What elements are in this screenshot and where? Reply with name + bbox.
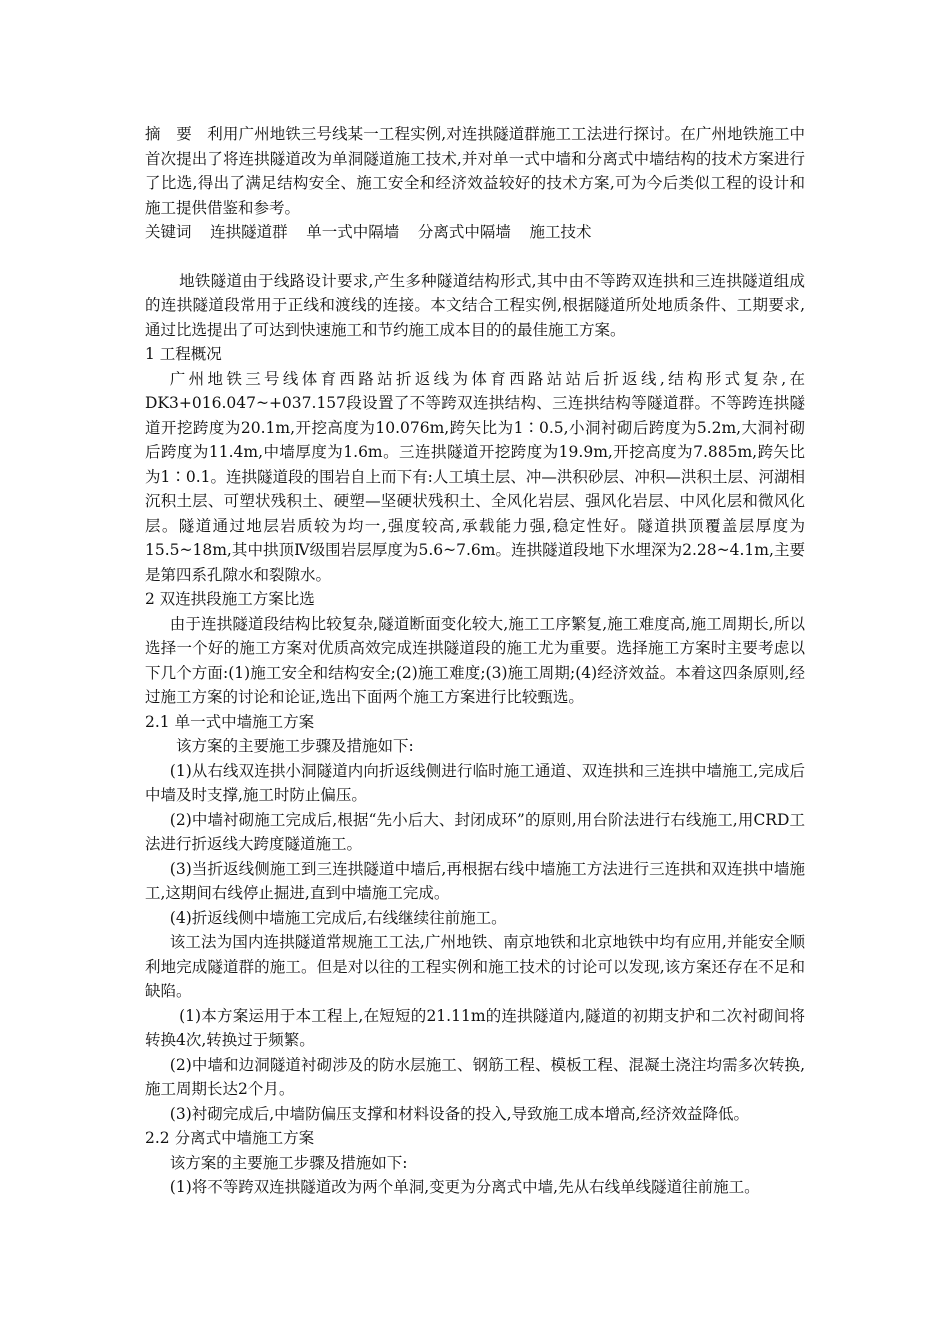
- paragraph: 该工法为国内连拱隧道常规施工工法,广州地铁、南京地铁和北京地铁中均有应用,并能安全顺利地完成隧道群的施工。但是对以往的工程实例和施工技术的讨论可以发现,该方案还存在不足和缺陷。: [145, 933, 805, 1000]
- paragraph: 广州地铁三号线体育西路站折返线为体育西路站站后折返线,结构形式复杂,在DK3+016.047~+037.157段设置了不等跨双连拱结构、三连拱结构等隧道群。不等跨连拱隧道开挖跨度为20.1m,开挖高度为10.076m,跨矢比为1∶0.5,小洞衬砌后跨度为5.2m,大洞衬砌后跨度为11.4m,中墙厚度为1.6m。三连拱隧道开挖跨度为19.9m,开挖高度为7.885m,跨矢比为1∶0.1。连拱隧道段的围岩自上而下有:人工填土层、冲—洪积砂层、冲积—洪积土层、河湖相沉积土层、可塑状残积土、硬塑—坚硬状残积土、全风化岩层、强风化岩层、中风化层和微风化层。隧道通过地层岩质较为均一,强度较高,承载能力强,稳定性好。隧道拱顶覆盖层厚度为15.5~18m,其中拱顶Ⅳ级围岩层厚度为5.6~7.6m。连拱隧道段地下水埋深为2.28~4.1m,主要是第四系孔隙水和裂隙水。: [145, 369, 805, 584]
- section-heading: 2.2 分离式中墙施工方案: [145, 1129, 315, 1147]
- paragraph: 该方案的主要施工步骤及措施如下:: [169, 1153, 408, 1172]
- keywords: [145, 220, 805, 245]
- paragraph: (1)本方案运用于本工程上,在短短的21.11m的连拱隧道内,隧道的初期支护和二次衬砌间将转换4次,转换过于频繁。: [145, 1006, 805, 1049]
- paragraph: 由于连拱隧道段结构比较复杂,隧道断面变化较大,施工工序繁复,施工难度高,施工周期长,所以选择一个好的施工方案对优质高效完成连拱隧道段的施工尤为重要。选择施工方案时主要考虑以下几个方面:(1)施工安全和结构安全;(2)施工难度;(3)施工周期;(4)经济效益。本着这四条原则,经过施工方案的讨论和论证,选出下面两个施工方案进行比较甄选。: [145, 614, 805, 706]
- paragraph: (2)中墙衬砌施工完成后,根据“先小后大、封闭成环”的原则,用台阶法进行右线施工,用CRD工法进行折返线大跨度隧道施工。: [145, 810, 805, 853]
- document-body: [145, 122, 805, 1200]
- paragraph: (2)中墙和边洞隧道衬砌涉及的防水层施工、钢筋工程、模板工程、混凝土浇注均需多次转换,施工周期长达2个月。: [145, 1055, 805, 1098]
- abstract-label: 摘 要: [145, 125, 192, 143]
- paragraph: (3)当折返线侧施工到三连拱隧道中墙后,再根据右线中墙施工方法进行三连拱和双连拱中墙施工,这期间右线停止掘进,直到中墙施工完成。: [145, 859, 805, 902]
- section-heading: 1 工程概况: [145, 345, 222, 363]
- keyword: 单一式中隔墙: [306, 223, 400, 241]
- abstract: [145, 122, 805, 220]
- paragraph: 该方案的主要施工步骤及措施如下:: [176, 737, 414, 755]
- abstract-text: 利用广州地铁三号线某一工程实例,对连拱隧道群施工工法进行探讨。在广州地铁施工中首次提出了将连拱隧道改为单洞隧道施工技术,并对单一式中墙和分离式中墙结构的技术方案进行了比选,得出了满足结构安全、施工安全和经济效益较好的技术方案,可为今后类似工程的设计和施工提供借鉴和参考。: [145, 125, 805, 217]
- keywords-label: 关键词: [145, 223, 192, 241]
- intro-paragraph: 地铁隧道由于线路设计要求,产生多种隧道结构形式,其中由不等跨双连拱和三连拱隧道组成的连拱隧道段常用于正线和渡线的连接。本文结合工程实例,根据隧道所处地质条件、工期要求,通过比选提出了可达到快速施工和节约施工成本目的的最佳施工方案。: [145, 271, 805, 339]
- paragraph: (1)从右线双连拱小洞隧道内向折返线侧进行临时施工通道、双连拱和三连拱中墙施工,完成后中墙及时支撑,施工时防止偏压。: [145, 761, 805, 804]
- blank-line: [145, 245, 805, 269]
- section-heading: 2.1 单一式中墙施工方案: [145, 712, 315, 731]
- keyword: 分离式中隔墙: [417, 223, 511, 241]
- paragraph: (4)折返线侧中墙施工完成后,右线继续往前施工。: [169, 908, 507, 927]
- keyword: 连拱隧道群: [210, 223, 288, 241]
- section-heading: 2 双连拱段施工方案比选: [145, 590, 315, 608]
- paragraph: (3)衬砌完成后,中墙防偏压支撑和材料设备的投入,导致施工成本增高,经济效益降低。: [169, 1104, 750, 1123]
- keyword: 施工技术: [529, 223, 592, 241]
- paragraph: (1)将不等跨双连拱隧道改为两个单洞,变更为分离式中墙,先从右线单线隧道往前施工。: [169, 1178, 760, 1196]
